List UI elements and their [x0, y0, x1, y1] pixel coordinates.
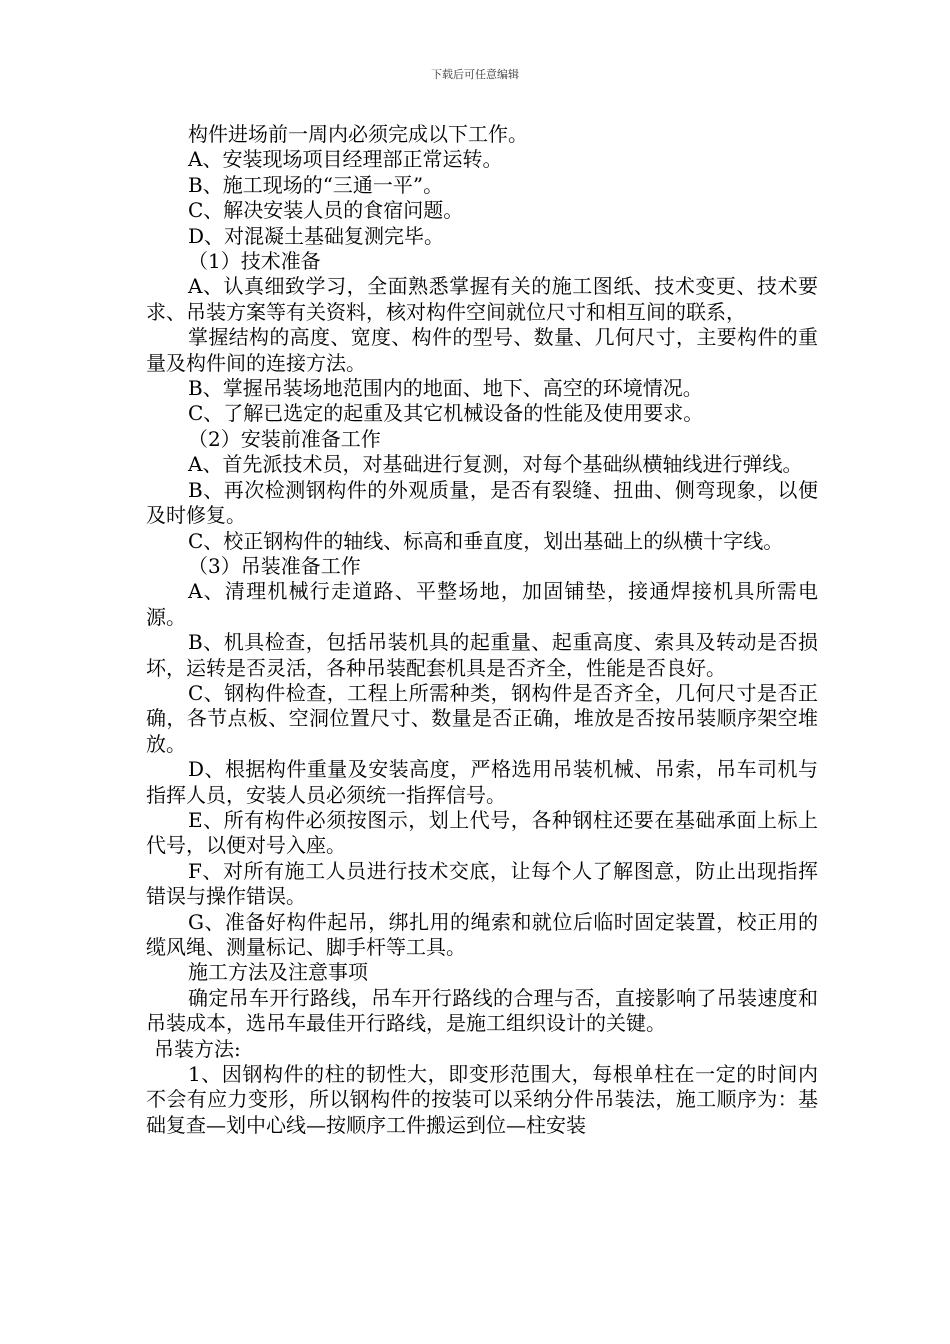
paragraph: B、掌握吊装场地范围内的地面、地下、高空的环境情况。: [188, 376, 703, 401]
paragraph: B、再次检测钢构件的外观质量，是否有裂缝、扭曲、侧弯现象，以便及时修复。: [146, 477, 818, 528]
paragraph: C、了解已选定的起重及其它机械设备的性能及使用要求。: [188, 401, 704, 426]
paragraph: D、根据构件重量及安装高度，严格选用吊装机械、吊索，吊车司机与指挥人员，安装人员必须统一指挥信号。: [146, 757, 818, 807]
section-heading: （1）技术准备: [188, 249, 321, 274]
paragraph: 构件进场前一周内必须完成以下工作。: [188, 122, 528, 146]
paragraph: A、安装现场项目经理部正常运转。: [188, 147, 503, 172]
paragraph: B、施工现场的“三通一平”。: [188, 172, 444, 197]
section-heading: 施工方法及注意事项: [188, 960, 368, 985]
paragraph: A、清理机械行走道路、平整场地，加固铺垫，接通焊接机具所需电源。: [146, 579, 818, 629]
paragraph: 掌握结构的高度、宽度、构件的型号、数量、几何尺寸，主要构件的重量及构件间的连接方法。: [146, 325, 818, 375]
paragraph: B、机具检查，包括吊装机具的起重量、起重高度、索具及转动是否损坏，运转是否灵活，各种吊装配套机具是否齐全，性能是否良好。: [146, 630, 818, 680]
paragraph: C、钢构件检查，工程上所需种类，钢构件是否齐全，几何尺寸是否正确，各节点板、空洞位置尺寸、数量是否正确，堆放是否按吊装顺序架空堆放。: [146, 680, 818, 756]
paragraph: C、解决安装人员的食宿问题。: [188, 198, 464, 223]
page-header: 下载后可任意编辑: [431, 68, 519, 81]
paragraph: A、首先派技术员，对基础进行复测，对每个基础纵横轴线进行弹线。: [188, 452, 803, 477]
paragraph: A、认真细致学习，全面熟悉掌握有关的施工图纸、技术变更、技术要求、吊装方案等有关资料，核对构件空间就位尺寸和相互间的联系，: [146, 274, 818, 324]
paragraph: 1、因钢构件的柱的韧性大，即变形范围大，每根单柱在一定的时间内不会有应力变形，所以钢构件的按装可以采纳分件吊装法，施工顺序为：基础复查—划中心线—按顺序工件搬运到位—柱安装: [146, 1062, 818, 1137]
section-heading: （2）安装前准备工作: [188, 426, 381, 451]
paragraph: D、对混凝土基础复测完毕。: [188, 223, 445, 248]
section-heading: （3）吊装准备工作: [188, 553, 361, 578]
document-body: [146, 122, 818, 1138]
paragraph: C、校正钢构件的轴线、标高和垂直度，划出基础上的纵横十字线。: [188, 528, 784, 553]
paragraph: F、对所有施工人员进行技术交底，让每个人了解图意，防止出现指挥错误与操作错误。: [146, 858, 818, 909]
section-heading: 吊装方法:: [154, 1036, 241, 1061]
paragraph: 确定吊车开行路线，吊车开行路线的合理与否，直接影响了吊装速度和吊装成本，选吊车最佳开行路线，是施工组织设计的关键。: [146, 985, 818, 1036]
paragraph: E、所有构件必须按图示，划上代号，各种钢柱还要在基础承面上标上代号，以便对号入座。: [146, 807, 818, 858]
paragraph: G、准备好构件起吊，绑扎用的绳索和就位后临时固定装置，校正用的缆风绳、测量标记、脚手杆等工具。: [146, 909, 818, 959]
